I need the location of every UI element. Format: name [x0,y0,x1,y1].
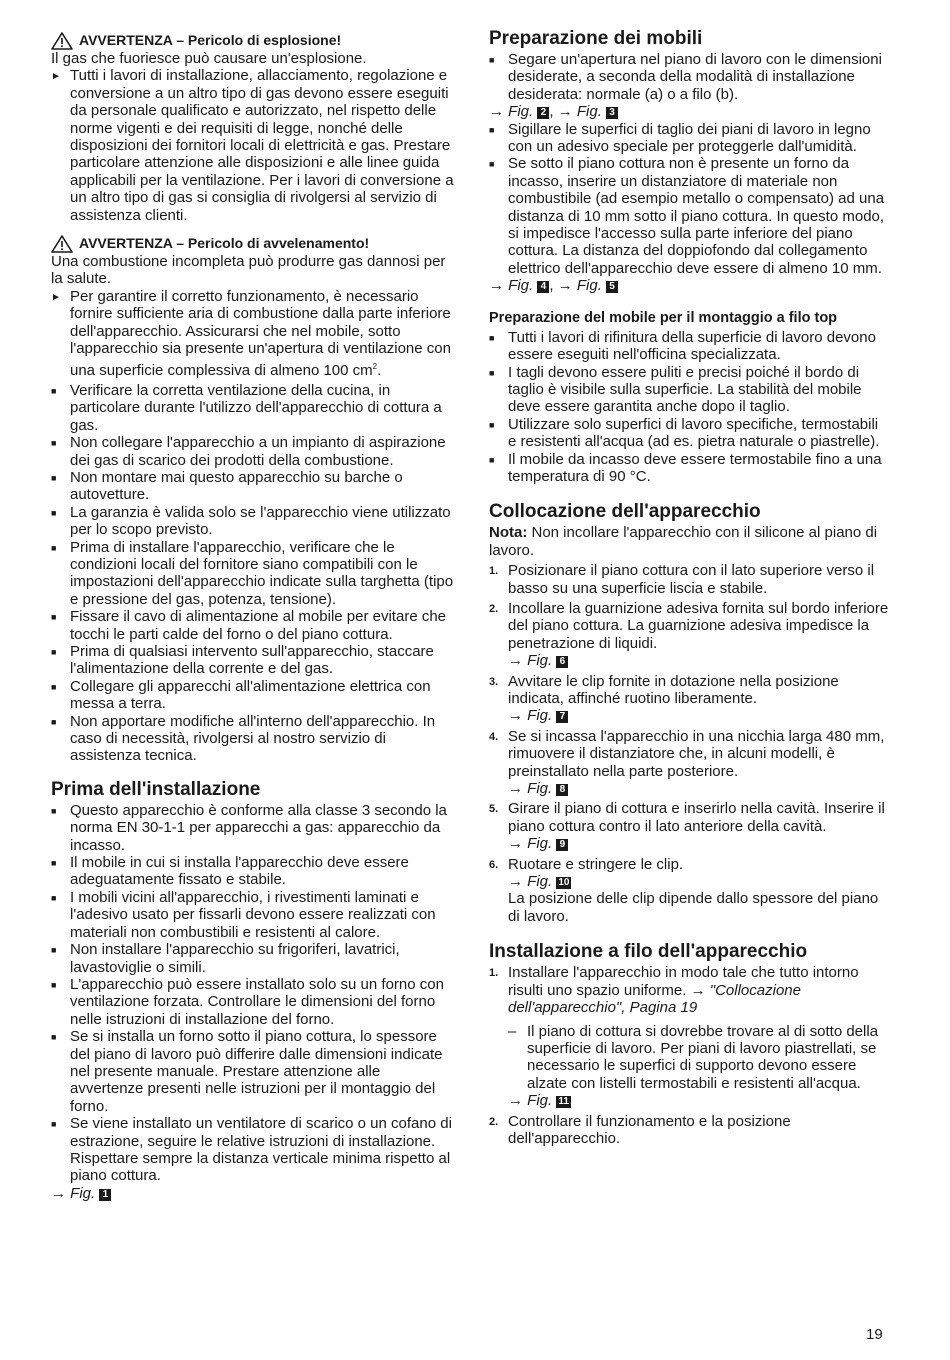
section-heading: Installazione a filo dell'apparecchio [489,941,808,963]
figure-number-badge: 1 [99,1189,111,1201]
square-bullet-icon: ■ [489,159,495,170]
list-item: ■ Verificare la corretta ventilazione della cucina, in particolare durante l'utilizzo dell'apparecchio di cottura a gas. [51,381,442,434]
list-item: ■ Il mobile in cui si installa l'apparecchio deve essere adeguatamente fissato e stabile. [51,854,409,889]
step-1: 1. Posizionare il piano cottura con il lato superiore verso il basso su una superficie liscia e stabile. [489,562,875,597]
filo-bullet-list [489,329,889,486]
figure-number-badge: 2 [537,107,549,119]
square-bullet-icon: ■ [51,542,57,553]
square-bullet-icon: ■ [51,1032,57,1043]
square-bullet-icon: ■ [51,385,57,396]
dash-item: – Il piano di cottura si dovrebbe trovare al di sotto della superficie di lavoro. Per piani di lavoro piastrellati, se necessario le superfici di supporto devono essere alzate con listelli termostabili e resistenti all'acqua. [508,1022,879,1092]
list-item: ■ Utilizzare solo superfici di lavoro specifiche, termostabili e resistenti all'acqua (ad es. pietra naturale o piastrelle). [489,415,880,451]
warning-text: Il gas che fuoriesce può causare un'esplosione. [51,50,367,67]
square-bullet-icon: ■ [51,438,57,449]
warning-poison-heading [51,235,456,253]
warning-triangle-icon [51,235,73,253]
square-bullet-icon: ■ [489,332,495,343]
list-item: ■ Non apportare modifiche all'interno dell'apparecchio. In caso di necessità, rivolgersi al nostro servizio di assistenza tecnica. [51,712,436,765]
square-bullet-icon: ■ [51,858,57,869]
list-item: ■ I mobili vicini all'apparecchio, i rivestimenti laminati e l'adesivo usato per fissarli devono essere realizzati con materiali non combustibili e resistenti al calore. [51,888,436,941]
safety-bullet-list [51,382,456,765]
list-item: ■ La garanzia è valida solo se l'apparecchio viene utilizzato per lo scopo previsto. [51,503,451,539]
square-bullet-icon: ■ [51,612,57,623]
square-bullet-icon: ■ [51,681,57,692]
list-item: ■ I tagli devono essere puliti e precisi poiché il bordo di taglio è visibile sulla superficie. La stabilità del mobile deve essere garantita anche dopo il taglio. [489,363,862,416]
subsection-heading: Preparazione del mobile per il montaggio a filo top [489,309,838,326]
step-6: 6. Ruotare e stringere le clip. → Fig. 10 La posizione delle clip dipende dallo spessore del piano di lavoro. [489,855,879,925]
list-item: ■ Il mobile da incasso deve essere termostabile fino a una temperatura di 90 °C. [489,450,882,485]
square-bullet-icon: ■ [51,647,57,657]
list-item: ■ Prima di installare l'apparecchio, verificare che le condizioni locali del fornitore siano compatibili con le impostazioni dell'apparecchio indicate sulla targhetta (tipo e pressione del gas, potenza, tensione). [51,538,454,608]
figure-number-badge: 7 [556,711,568,723]
install-step-2: 2. Controllare il funzionamento e la posizione dell'apparecchio. [489,1112,791,1147]
square-bullet-icon: ■ [489,454,495,465]
figure-reference: → Fig. 1 [51,1185,456,1202]
figure-number-badge: 5 [606,281,618,293]
install-step-1: 1. Installare l'apparecchio in modo tale che tutto intorno risulti uno spazio uniforme. → "Collocazione dell'apparecchio", Pagina 19 [489,964,859,1017]
square-bullet-icon: ■ [51,1119,57,1130]
warning-title: AVVERTENZA – Pericolo di esplosione! [79,32,342,49]
section-heading: Collocazione dell'apparecchio [489,501,761,523]
figure-reference: → Fig. 2 , → Fig. 3 [489,103,889,120]
step-4: 4. Se si incassa l'apparecchio in una nicchia larga 480 mm, rimuovere il distanziatore che, in alcuni modelli, è preinstallato nella parte posteriore. → Fig. 8 [489,727,885,798]
list-item: ■ Fissare il cavo di alimentazione al mobile per evitare che tocchi le parti calde del forno o del piano cottura. [51,608,447,643]
list-item: ■ Questo apparecchio è conforme alla classe 3 secondo la norma EN 30-1-1 per apparecchi a gas: apparecchio da incasso. [51,801,447,854]
square-bullet-icon: ■ [51,507,57,518]
list-item: ■ Tutti i lavori di rifinitura della superficie di lavoro devono essere eseguiti nell'officina specializzata. [489,328,876,364]
square-bullet-icon: ■ [51,892,57,903]
figure-reference: → Fig. 4 , → Fig. 5 [489,277,889,294]
square-bullet-icon: ■ [489,124,495,135]
figure-number-badge: 3 [606,107,618,119]
square-bullet-icon: ■ [51,979,57,990]
list-item: ■ Se si installa un forno sotto il piano cottura, lo spessore del piano di lavoro può differire dalle dimensioni indicate nel presente manuale. Prestare attenzione alle avvertenze presenti nelle istruzioni per il montaggio del forno. [51,1028,443,1115]
list-item: ■ L'apparecchio può essere installato solo su un forno con ventilazione forzata. Controllare le dimensioni del forno nelle istruzioni di installazione del forno. [51,975,444,1028]
arrow-bullet-icon: ► [51,291,61,303]
figure-number-badge: 10 [558,877,570,889]
square-bullet-icon: ■ [489,55,495,65]
left-column [51,30,456,1202]
list-item: ■ Se sotto il piano cottura non è presente un forno da incasso, inserire un distanziatore di materiale non combustibile (ad esempio metallo o compensato) ad una distanza di 10 mm sotto il piano cottura. In questo modo, si impedisce l'accesso sulla parte inferiore del piano cottura. La distanza del doppiofondo dal collegamento elettrico dell'apparecchio deve essere di almeno 10 mm. [489,155,885,277]
warning-text: Una combustione incompleta può produrre gas dannosi per la salute. [51,253,446,288]
square-bullet-icon: ■ [489,419,495,430]
prima-bullet-list [51,802,456,1185]
figure-number-badge: 6 [556,656,568,668]
list-item: ► Per garantire il corretto funzionamento, è necessario fornire sufficiente aria di combustione dalla parte inferiore dell'apparecchio. Assicurarsi che nel mobile, sotto l'apparecchio sia presente un'apertura di ventilazione con una superficie complessiva di almeno 100 $cm^2$. [51,287,451,379]
page-number: 19 [866,1326,883,1343]
arrow-bullet-icon: ► [51,71,61,83]
cross-reference-link[interactable]: "Collocazione dell'apparecchio", Pagina 19 [508,981,801,1017]
square-bullet-icon: ■ [51,472,57,483]
figure-reference: → Fig. 11 [508,1092,569,1110]
list-item: ■ Se viene installato un ventilatore di scarico o un cofano di estrazione, seguire le relative istruzioni di installazione. Rispettare sempre la distanza verticale minima rispetto al piano cottura. [51,1115,452,1185]
square-bullet-icon: ■ [489,367,495,378]
figure-number-badge: 8 [556,784,568,796]
right-column [489,30,889,1147]
square-bullet-icon: ■ [51,945,57,956]
list-item: ► Tutti i lavori di installazione, allacciamento, regolazione e conversione a un altro tipo di gas devono essere eseguiti da personale qualificato e autorizzato, nel rispetto delle norme vigenti e dei requisiti di legge, nonché delle disposizioni dei fornitori locali di elettricità e gas. Prestare particolare attenzione alle disposizioni e alle linee guida applicabili per la ventilazione. Per i lavori di conversione a un altro tipo di gas si consiglia di rivolgersi al servizio di assistenza clienti. [51,67,454,224]
warning-triangle-icon [51,32,73,50]
step-5: 5. Girare il piano di cottura e inserirlo nella cavità. Inserire il piano cottura contro il lato anteriore della cavità. → Fig. 9 [489,800,885,853]
list-item: ■ Sigillare le superfici di taglio dei piani di lavoro in legno con un adesivo speciale per proteggerle dall'umidità. [489,120,871,156]
warning-title: AVVERTENZA – Pericolo di avvelenamento! [79,235,370,252]
figure-number-badge: 4 [537,281,549,293]
figure-number-badge: 11 [558,1096,569,1108]
list-item: ■ Collegare gli apparecchi all'alimentazione elettrica con messa a terra. [51,677,431,713]
step-3: 3. Avvitare le clip fornite in dotazione nella posizione indicata, affinché ruotino liberamente. → Fig. 7 [489,672,839,725]
note: Nota: Non incollare l'apparecchio con il silicone al piano di lavoro. [489,524,878,559]
section-heading: Preparazione dei mobili [489,28,703,49]
list-item: ■ Prima di qualsiasi intervento sull'apparecchio, staccare l'alimentazione della corrente e del gas. [51,643,434,678]
list-item: ■ Non collegare l'apparecchio a un impianto di aspirazione dei gas di scarico dei prodotti della combustione. [51,434,446,469]
section-heading: Prima dell'installazione [51,778,261,800]
square-bullet-icon: ■ [51,805,57,816]
list-item: ■ Non montare mai questo apparecchio su barche o autovetture. [51,468,403,504]
list-item: ■ Segare un'apertura nel piano di lavoro con le dimensioni desiderate, a seconda della modalità di installazione desiderata: normale (a) o a filo (b). [489,51,882,103]
step-2: 2. Incollare la guarnizione adesiva fornita sul bordo inferiore del piano cottura. La guarnizione adesiva impedisce la penetrazione di liquidi. → Fig. 6 [489,599,889,670]
figure-number-badge: 9 [556,839,568,851]
warning-explosion-heading [51,32,456,50]
list-item: ■ Non installare l'apparecchio su frigoriferi, lavatrici, lavastoviglie o simili. [51,941,400,976]
square-bullet-icon: ■ [51,716,57,727]
